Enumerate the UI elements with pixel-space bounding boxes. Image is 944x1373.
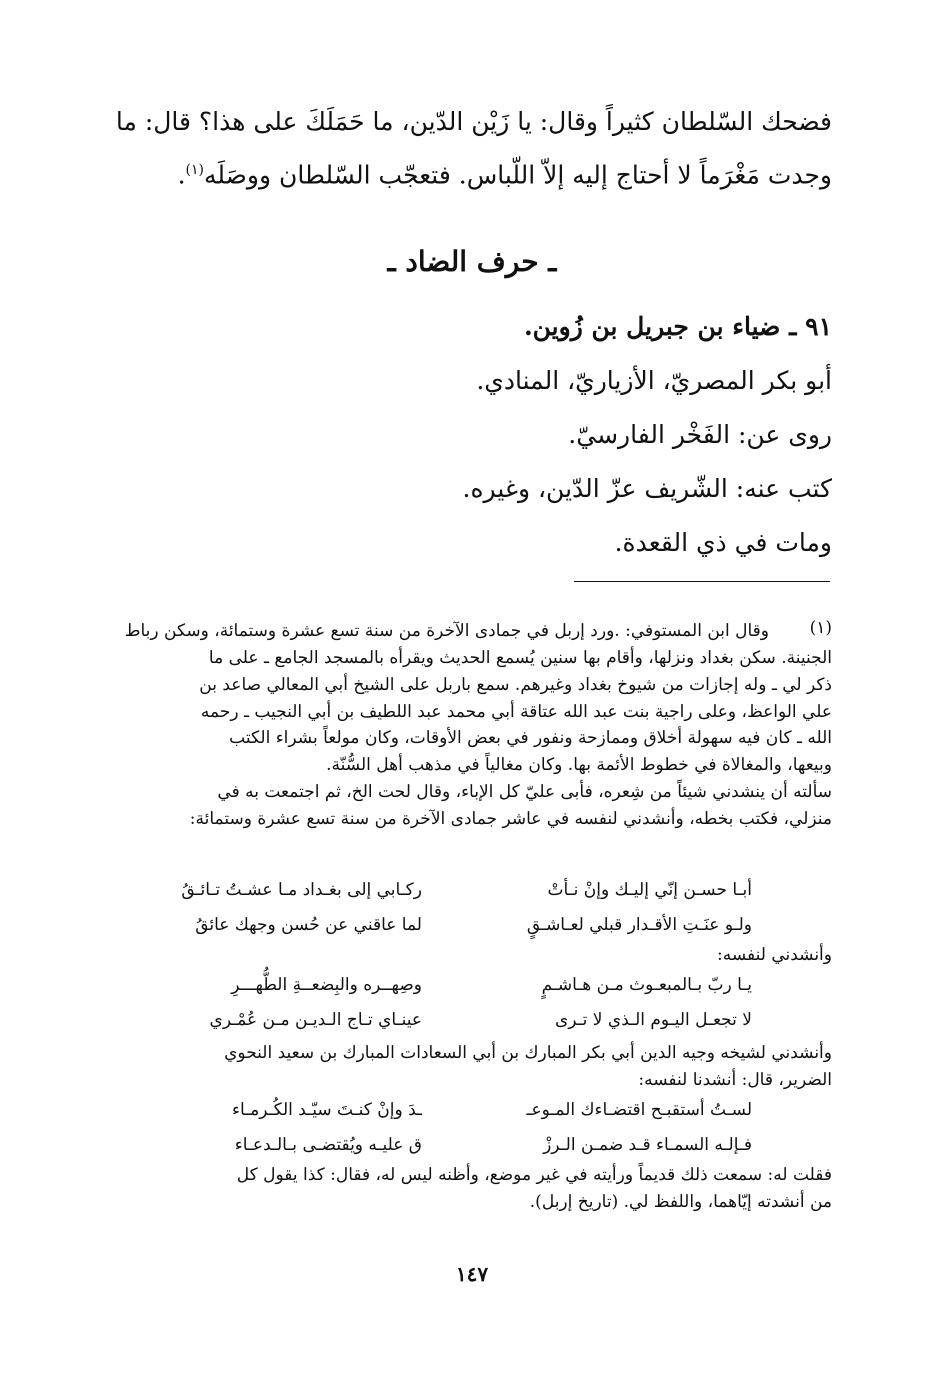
verse-hemistich: لما عاقني عن حُسن وجهك عائقُ (195, 915, 422, 935)
footnote-line-block (110, 1040, 832, 1094)
verse-hemistich: لا تجعـل اليـوم الـذي لا تـرى (554, 1010, 752, 1030)
verse-pair (110, 873, 832, 908)
verse-pair (110, 1128, 832, 1163)
footnote-line-block (110, 942, 832, 969)
entry-line: ومات في ذي القعدة. (614, 528, 832, 557)
verse-block (110, 968, 832, 1038)
footnote-line: وأنشدني لنفسه: (717, 945, 832, 965)
verse-hemistich: ركـابي إلى بغـداد مـا عشـتُ تـائـقُ (181, 880, 422, 900)
verse-hemistich: يـا ربّ بـالمبعـوث مـن هـاشـمٍ (541, 975, 752, 995)
verse-hemistich: عينـاي تـاج الـديـن مـن عُمْـري (209, 1010, 422, 1030)
footnote-closing (110, 1162, 832, 1216)
footnote-line: وبيعها، والمغالاة في خطوط الأئمة بها. وكان مغالياً في مذهب أهل السُّنّة. (326, 755, 832, 776)
verse-block (110, 873, 832, 943)
footnote-line: سألته أن ينشدني شيئاً من شِعره، فأبى عليّ كل الإباء، وقال لحت الخ، ثم اجتمعت به في (217, 781, 832, 802)
entry-line: كتب عنه: الشّريف عزّ الدّين، وغيره. (462, 474, 832, 503)
footnote-divider (574, 581, 830, 582)
verse-hemistich: لسـتُ أستقبـح اقتضـاءك المـوعـ (526, 1100, 752, 1120)
footnote-line: فقلت له: سمعت ذلك قديماً ورأيته في غير موضع، وأظنه ليس له، فقال: كذا يقول كل (236, 1165, 832, 1185)
section-heading: ـ حرف الضاد ـ (387, 245, 557, 278)
footnote-line: من أنشدته إيّاهما، واللفظ لي. (تاريخ إربل). (529, 1191, 832, 1212)
paragraph-line: وجدت مَغْرَماً لا أحتاج إليه إلاّ اللّباس. فتعجّب السّلطان ووصَلَه$^{(١)}$. (177, 160, 832, 190)
footnote-line: علي الواعظ، وعلى راجية بنت عبد الله عتاقة أبي محمد عبد اللطيف بن أبي النجيب ـ رحمه (200, 701, 832, 722)
footnote-line: الضرير، قال: أنشدنا لنفسه: (638, 1069, 832, 1090)
top-paragraph (110, 98, 832, 199)
footnote-line: وقال ابن المستوفي: .ورد إربل في جمادى الآخرة من سنة تسع عشرة وستمائة، وسكن رباط (124, 621, 769, 641)
verse-hemistich: فـإلـه السمـاء قـد ضمـن الـرزْ (543, 1135, 752, 1155)
verse-hemistich: أبـا حسـن إنّي إليـك وإنْ نـأتْ (547, 880, 752, 900)
verse-hemistich: ـدَ وإنْ كنـتَ سيّـد الكُـرمـاء (231, 1100, 422, 1120)
footnote-first-line (109, 618, 769, 645)
entry-line: روى عن: الفَخْر الفارسيّ. (568, 420, 832, 449)
paragraph-line: فضحك السّلطان كثيراً وقال: يا زَيْن الدّين، ما حَمَلَكَ على هذا؟ قال: ما (115, 107, 832, 136)
verse-hemistich: وصِهــره والبِضعــةِ الطُّهـــرِ (231, 975, 422, 995)
verse-pair (110, 1003, 832, 1038)
footnote-line: وأنشدني لشيخه وجيه الدين أبي بكر المبارك بن أبي السعادات المبارك بن سعيد النحوي (224, 1043, 832, 1063)
footnote-body (110, 645, 832, 833)
page-number: ١٤٧ (455, 1262, 489, 1286)
verse-hemistich: ولـو عنَـتِ الأقـدار قبلي لعـاشـقٍ (526, 915, 752, 935)
footnote-number: (١) (809, 618, 832, 638)
paragraph-line-text: وجدت مَغْرَماً لا أحتاج إليه إلاّ اللّباس. فتعجّب السّلطان ووصَلَه (203, 160, 832, 190)
verse-pair (110, 968, 832, 1003)
footnote-marker: (١) (185, 162, 204, 178)
footnote-line: الجنينة. سكن بغداد ونزلها، وأقام بها سنين يُسمع الحديث ويقرأه بالمسجد الجامع ـ على ما (208, 648, 832, 668)
verse-block (110, 1093, 832, 1163)
verse-pair (110, 1093, 832, 1128)
footnote-line: ذكر لي ـ وله إجازات من شيوخ بغداد وغيرهم. سمع باربل على الشيخ أبي المعالي صاعد بن (199, 674, 832, 695)
entry-line: أبو بكر المصريّ، الأزياريّ، المنادي. (476, 366, 832, 395)
verse-hemistich: ق عليـه ويُقتضـى بـالـدعـاء (234, 1135, 422, 1155)
entry-title: ٩١ ـ ضياء بن جبريل بن زُوين. (523, 312, 832, 341)
biography-entry (110, 300, 832, 570)
footnote-line: الله ـ كان فيه سهولة أخلاق وممازحة ونفور في بعض الأوقات، وكان مولعاً بشراء الكتب (229, 728, 832, 749)
verse-pair (110, 908, 832, 943)
footnote-line: منزلي، فكتب بخطه، وأنشدني لنفسه في عاشر جمادى الآخرة من سنة تسع عشرة وستمائة: (189, 808, 832, 829)
